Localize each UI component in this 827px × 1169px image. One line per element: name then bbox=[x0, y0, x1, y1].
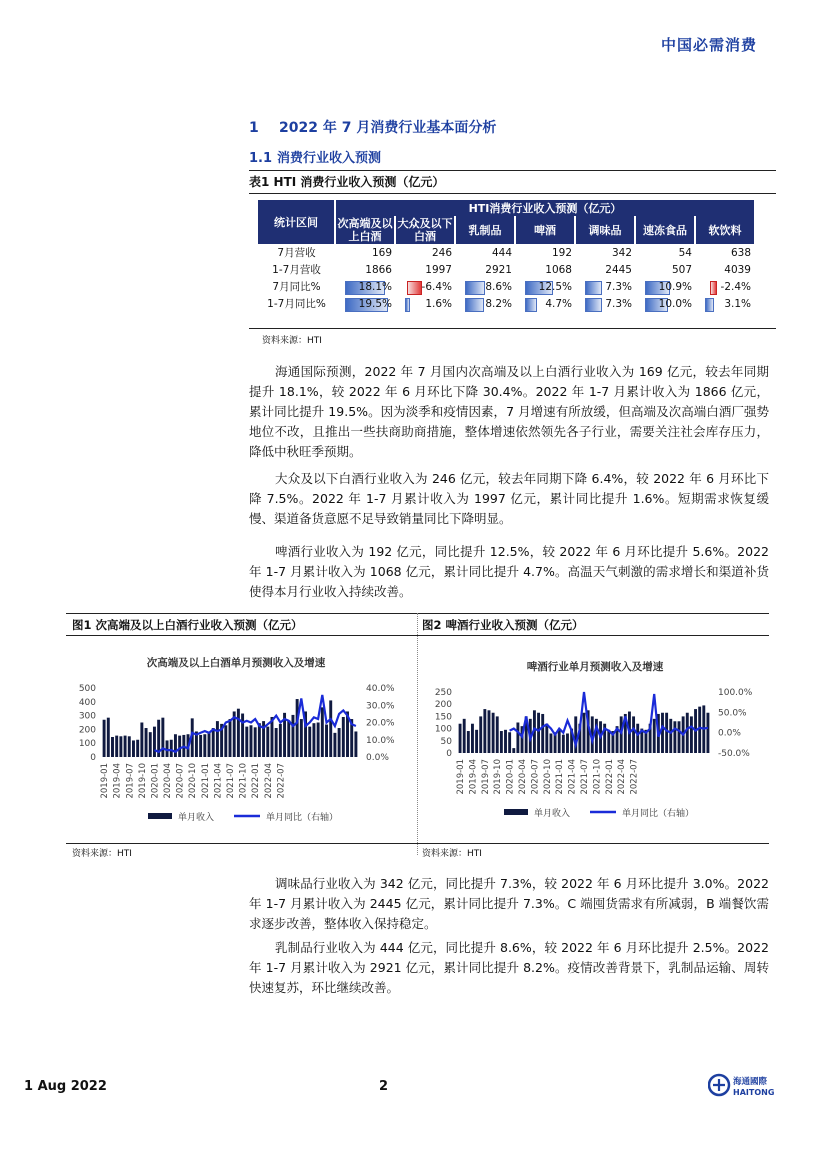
bar bbox=[508, 732, 511, 753]
table-row bbox=[258, 244, 754, 261]
bar bbox=[136, 740, 139, 757]
bar bbox=[279, 724, 282, 757]
bar bbox=[241, 714, 244, 757]
left-axis-tick: 100 bbox=[434, 724, 452, 735]
figure2-source: 资料来源：HTI bbox=[422, 849, 482, 859]
x-tick-label: 2020-07 bbox=[175, 763, 186, 799]
x-tick-label: 2019-10 bbox=[137, 763, 148, 799]
bar bbox=[471, 724, 474, 753]
table-row bbox=[258, 278, 754, 295]
table-cell bbox=[455, 278, 515, 295]
table-row bbox=[258, 295, 754, 312]
positive-bar bbox=[705, 298, 714, 312]
bar bbox=[325, 725, 328, 757]
bar bbox=[562, 735, 565, 753]
bar bbox=[208, 733, 211, 757]
x-tick-label: 2019-01 bbox=[456, 759, 467, 795]
row-label: 7月同比% bbox=[272, 281, 321, 293]
row-header: 统计区间 bbox=[258, 200, 335, 244]
bar bbox=[178, 736, 181, 757]
subsection-title: 消费行业收入预测 bbox=[277, 151, 382, 166]
table-cell: 246 bbox=[431, 246, 452, 259]
logo-text-cn: 海通國際 bbox=[733, 1077, 768, 1087]
bar bbox=[653, 719, 656, 753]
bar bbox=[583, 713, 586, 753]
bar bbox=[673, 721, 676, 753]
x-tick-label: 2020-07 bbox=[530, 759, 541, 795]
bar bbox=[678, 721, 681, 753]
x-tick-label: 2022-07 bbox=[629, 759, 640, 795]
table-cell: 638 bbox=[730, 246, 751, 259]
logo-cross-icon bbox=[713, 1079, 725, 1091]
bar bbox=[512, 748, 515, 753]
bar bbox=[287, 720, 290, 757]
right-axis-tick: 20.0% bbox=[366, 718, 395, 729]
bar bbox=[296, 699, 299, 757]
table-bottom-rule bbox=[249, 328, 776, 329]
bar bbox=[203, 734, 206, 757]
bar bbox=[545, 724, 548, 753]
bar bbox=[516, 723, 519, 754]
bar bbox=[229, 719, 232, 757]
bar bbox=[504, 730, 507, 753]
column-header: 速冻食品 bbox=[635, 216, 695, 244]
pct-value: 12.5% bbox=[538, 280, 572, 293]
x-tick-label: 2022-01 bbox=[604, 759, 615, 795]
report-header-title: 中国必需消费 bbox=[660, 36, 757, 54]
right-axis-tick: 0.0% bbox=[718, 728, 741, 739]
bar bbox=[107, 718, 110, 757]
table-cell bbox=[575, 295, 635, 312]
bar bbox=[479, 716, 482, 753]
left-axis-tick: 0 bbox=[90, 753, 96, 763]
bar bbox=[245, 727, 248, 757]
left-axis-tick: 150 bbox=[434, 712, 452, 723]
pct-value: 7.3% bbox=[605, 280, 632, 293]
table-cell: 2921 bbox=[485, 263, 512, 276]
section-heading bbox=[249, 117, 496, 137]
bar bbox=[111, 737, 114, 757]
table-cell bbox=[695, 295, 754, 312]
bar bbox=[690, 716, 693, 753]
bar bbox=[212, 728, 215, 757]
bar bbox=[119, 736, 122, 757]
x-tick-label: 2019-01 bbox=[100, 763, 111, 799]
pct-value: 4.7% bbox=[545, 297, 572, 310]
bar bbox=[550, 733, 553, 753]
pct-value: 10.9% bbox=[658, 280, 692, 293]
table-cell bbox=[695, 278, 754, 295]
table-cell bbox=[455, 295, 515, 312]
positive-bar bbox=[465, 281, 485, 295]
bar bbox=[199, 735, 202, 757]
table-cell: 1866 bbox=[365, 263, 392, 276]
group-header: HTI消费行业收入预测（亿元） bbox=[335, 200, 754, 216]
section-title: 2022 年 7 月消费行业基本面分析 bbox=[279, 120, 497, 136]
left-axis-tick: 400 bbox=[78, 697, 96, 708]
pct-value: -6.4% bbox=[421, 280, 452, 293]
bar bbox=[149, 732, 152, 757]
bar bbox=[317, 723, 320, 758]
chart-beer bbox=[420, 640, 770, 840]
table-cell: 1997 bbox=[425, 263, 452, 276]
bar bbox=[103, 720, 106, 757]
bar bbox=[224, 725, 227, 757]
table-cell: 54 bbox=[678, 246, 692, 259]
bar bbox=[669, 719, 672, 753]
left-axis-tick: 100 bbox=[78, 739, 96, 750]
bar bbox=[321, 707, 324, 757]
bar bbox=[254, 727, 257, 757]
legend-label: 单月同比（右轴） bbox=[266, 813, 339, 823]
right-axis-tick: 0.0% bbox=[366, 753, 389, 763]
positive-bar bbox=[465, 298, 484, 312]
table-cell: 2445 bbox=[605, 263, 632, 276]
bar bbox=[636, 724, 639, 753]
bar bbox=[342, 717, 345, 757]
x-tick-label: 2022-04 bbox=[617, 759, 628, 795]
bar bbox=[541, 714, 544, 753]
table-cell bbox=[635, 278, 695, 295]
bar bbox=[250, 725, 253, 757]
table-row bbox=[258, 261, 754, 278]
pct-value: -2.4% bbox=[720, 280, 751, 293]
bar bbox=[216, 721, 219, 757]
x-tick-label: 2022-07 bbox=[276, 763, 287, 799]
x-tick-label: 2020-01 bbox=[505, 759, 516, 795]
paragraph-beer: 啤酒行业收入为 192 亿元，同比提升 12.5%，较 2022 年 6 月环比提升 5.6%。2022 年 1-7 月累计收入为 1068 亿元，累计同比提升 4.7%。高温天气刺激的需求增长和渠道补货使得本月行业收入持续改善。 bbox=[249, 544, 769, 599]
page-number: 2 bbox=[379, 1079, 389, 1094]
right-axis-tick: 50.0% bbox=[718, 708, 747, 719]
bar bbox=[488, 710, 491, 753]
legend-bar-icon bbox=[148, 813, 172, 819]
table-cell: 4039 bbox=[724, 263, 751, 276]
bar bbox=[665, 713, 668, 753]
table-cell bbox=[395, 278, 455, 295]
row-label: 1-7月营收 bbox=[272, 264, 321, 276]
left-axis-tick: 500 bbox=[78, 684, 96, 694]
bar bbox=[237, 709, 240, 757]
bar bbox=[483, 709, 486, 753]
legend-label: 单月同比（右轴） bbox=[622, 809, 695, 819]
table-cell: 169 bbox=[371, 246, 392, 259]
right-axis-tick: 40.0% bbox=[366, 684, 395, 694]
bar bbox=[467, 731, 470, 753]
table-cell: 507 bbox=[671, 263, 692, 276]
bar bbox=[492, 713, 495, 753]
bar bbox=[132, 740, 135, 757]
column-header: 调味品 bbox=[575, 216, 635, 244]
bar bbox=[620, 716, 623, 753]
chart-title: 啤酒行业单月预测收入及增速 bbox=[526, 661, 664, 673]
bar bbox=[463, 719, 466, 753]
left-axis-tick: 200 bbox=[434, 700, 452, 711]
bar bbox=[566, 733, 569, 753]
bar bbox=[300, 719, 303, 757]
table-cell bbox=[515, 295, 575, 312]
bar bbox=[475, 730, 478, 753]
bar bbox=[354, 731, 357, 757]
x-tick-label: 2021-10 bbox=[592, 759, 603, 795]
bar bbox=[153, 727, 156, 757]
left-axis-tick: 250 bbox=[434, 688, 452, 698]
pct-value: 10.0% bbox=[658, 297, 692, 310]
bar bbox=[338, 728, 341, 757]
bar bbox=[537, 713, 540, 753]
x-tick-label: 2021-01 bbox=[200, 763, 211, 799]
table-cell bbox=[515, 278, 575, 295]
bar bbox=[558, 730, 561, 753]
right-axis-tick: 100.0% bbox=[718, 688, 753, 698]
section-number: 1 bbox=[249, 120, 259, 136]
bar bbox=[686, 713, 689, 753]
table-source: 资料来源：HTI bbox=[262, 336, 322, 346]
x-tick-label: 2019-04 bbox=[468, 759, 479, 795]
paragraph-dairy: 乳制品行业收入为 444 亿元，同比提升 8.6%，较 2022 年 6 月环比提升 2.5%。2022 年 1-7 月累计收入为 2921 亿元，累计同比提升 8.2%。疫情改善背景下，乳制品运输、周转快速复苏，环比继续改善。 bbox=[249, 940, 769, 995]
logo-text-en: HAITONG bbox=[733, 1088, 775, 1097]
left-axis-tick: 0 bbox=[446, 749, 452, 759]
bar bbox=[312, 723, 315, 757]
left-axis-tick: 50 bbox=[440, 736, 452, 747]
revenue-table bbox=[258, 200, 754, 312]
subsection-heading bbox=[249, 147, 381, 166]
row-label: 1-7月同比% bbox=[267, 298, 326, 310]
legend-bar-icon bbox=[504, 809, 528, 815]
bar bbox=[266, 727, 269, 757]
x-tick-label: 2019-10 bbox=[493, 759, 504, 795]
column-header: 次高端及以上白酒 bbox=[335, 216, 395, 244]
bar bbox=[706, 713, 709, 753]
right-axis-tick: 30.0% bbox=[366, 701, 395, 712]
figure-divider bbox=[417, 613, 418, 855]
bar bbox=[459, 724, 462, 753]
revenue-table-wrap bbox=[258, 200, 754, 312]
figure2-caption: 图2 啤酒行业收入预测（亿元） bbox=[422, 618, 584, 632]
pct-value: 19.5% bbox=[358, 297, 392, 310]
subsection-number: 1.1 bbox=[249, 151, 273, 166]
positive-bar bbox=[585, 298, 602, 312]
paragraph-condiment: 调味品行业收入为 342 亿元，同比提升 7.3%，较 2022 年 6 月环比提升 3.0%。2022 年 1-7 月累计收入为 2445 亿元，累计同比提升 7.3%。C 端囤货需求有所减弱，B 端餐饮需求逐步改善，整体收入保持稳定。 bbox=[249, 876, 769, 931]
x-tick-label: 2020-10 bbox=[188, 763, 199, 799]
figure1-caption: 图1 次高端及以上白酒行业收入预测（亿元） bbox=[72, 618, 303, 632]
left-axis-tick: 300 bbox=[78, 711, 96, 722]
x-tick-label: 2021-10 bbox=[238, 763, 249, 799]
bar bbox=[661, 713, 664, 753]
bar bbox=[308, 727, 311, 757]
footer-date: 1 Aug 2022 bbox=[24, 1079, 107, 1094]
bar bbox=[291, 715, 294, 757]
positive-bar bbox=[585, 281, 602, 295]
x-tick-label: 2021-07 bbox=[580, 759, 590, 795]
right-axis-tick: 10.0% bbox=[366, 735, 395, 746]
table-cell: 192 bbox=[551, 246, 572, 259]
bar bbox=[128, 736, 131, 757]
x-tick-label: 2021-07 bbox=[226, 763, 236, 799]
bar bbox=[170, 740, 173, 757]
pct-value: 3.1% bbox=[724, 297, 751, 310]
left-axis-tick: 200 bbox=[78, 725, 96, 736]
bar bbox=[174, 734, 177, 757]
table-caption: 表1 HTI 消费行业收入预测（亿元） bbox=[249, 170, 776, 194]
bar bbox=[275, 728, 278, 757]
column-header: 大众及以下白酒 bbox=[395, 216, 455, 244]
bar bbox=[124, 736, 127, 757]
negative-bar bbox=[407, 281, 422, 295]
bar bbox=[140, 723, 143, 758]
positive-bar bbox=[525, 298, 537, 312]
pct-value: 8.2% bbox=[485, 297, 512, 310]
paragraph-baijiu-mass: 大众及以下白酒行业收入为 246 亿元，较去年同期下降 6.4%，较 2022 年 6 月环比下降 7.5%。2022 年 1-7 月累计收入为 1997 亿元，累计同比提升 1.6%。短期需求恢复缓慢、渠道备货意愿不足导致销量同比下降明显。 bbox=[249, 471, 769, 526]
row-label: 7月营收 bbox=[277, 247, 316, 259]
x-tick-label: 2020-10 bbox=[542, 759, 553, 795]
x-tick-label: 2019-04 bbox=[112, 763, 123, 799]
table-cell bbox=[575, 278, 635, 295]
x-tick-label: 2022-01 bbox=[251, 763, 262, 799]
x-tick-label: 2021-04 bbox=[213, 763, 224, 799]
table-cell: 342 bbox=[611, 246, 632, 259]
right-axis-tick: -50.0% bbox=[718, 749, 750, 759]
x-tick-label: 2020-04 bbox=[163, 763, 174, 799]
table-cell: 1068 bbox=[545, 263, 572, 276]
table-cell: 444 bbox=[491, 246, 512, 259]
bar bbox=[333, 733, 336, 757]
column-header: 软饮料 bbox=[695, 216, 754, 244]
column-header: 啤酒 bbox=[515, 216, 575, 244]
bar bbox=[698, 707, 701, 753]
bar bbox=[145, 728, 148, 757]
table-cell bbox=[395, 295, 455, 312]
bar bbox=[632, 716, 635, 753]
bar bbox=[115, 736, 118, 757]
pct-value: 8.6% bbox=[485, 280, 512, 293]
chart-title: 次高端及以上白酒单月预测收入及增速 bbox=[146, 657, 326, 669]
x-tick-label: 2019-07 bbox=[125, 763, 136, 799]
bar bbox=[607, 730, 610, 753]
x-tick-label: 2019-07 bbox=[480, 759, 491, 795]
bar bbox=[329, 700, 332, 757]
pct-value: 7.3% bbox=[605, 297, 632, 310]
bar bbox=[500, 731, 503, 753]
legend-label: 单月收入 bbox=[178, 813, 215, 823]
figure1-source: 资料来源：HTI bbox=[72, 849, 132, 859]
x-tick-label: 2021-01 bbox=[555, 759, 566, 795]
bar bbox=[161, 718, 164, 757]
paragraph-baijiu-high: 海通国际预测，2022 年 7 月国内次高端及以上白酒行业收入为 169 亿元，较去年同期提升 18.1%，较 2022 年 6 月环比下降 30.4%。2022 年 1-7 月累计收入为 1866 亿元，累计同比提升 19.5%。因为淡季和疫情因素，7 月增速有所放缓，但高端及次高端白酒厂强势地位不改，且推出一些扶商助商措施，整体增速依然领先各子行业，需要关注社会库存压力，降低中秋旺季预期。 bbox=[249, 364, 769, 459]
negative-bar bbox=[710, 281, 717, 295]
x-tick-label: 2020-04 bbox=[518, 759, 529, 795]
pct-value: 1.6% bbox=[425, 297, 452, 310]
bar bbox=[496, 716, 499, 753]
chart-baijiu bbox=[68, 640, 414, 840]
table-cell bbox=[335, 295, 395, 312]
table-cell bbox=[335, 278, 395, 295]
haitong-logo bbox=[708, 1073, 778, 1103]
table-cell bbox=[635, 295, 695, 312]
x-tick-label: 2021-04 bbox=[567, 759, 578, 795]
x-tick-label: 2020-01 bbox=[150, 763, 161, 799]
x-tick-label: 2022-04 bbox=[263, 763, 274, 799]
positive-bar bbox=[405, 298, 410, 312]
legend-label: 单月收入 bbox=[534, 809, 571, 819]
pct-value: 18.1% bbox=[358, 280, 392, 293]
column-header: 乳制品 bbox=[455, 216, 515, 244]
bar bbox=[258, 723, 261, 757]
